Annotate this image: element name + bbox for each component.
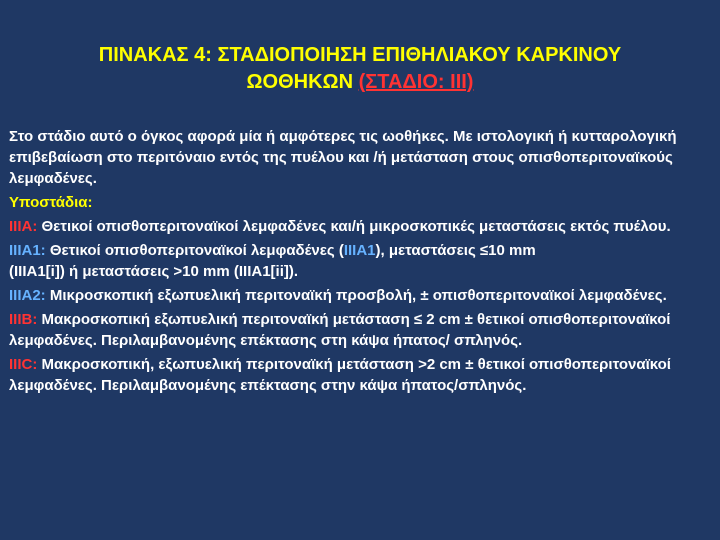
substage-IIIA1-text-5: ). xyxy=(288,263,299,280)
substage-IIIA-label: IIIA: xyxy=(9,218,38,235)
substage-IIIA1-ref-2: IIIA1[i] xyxy=(14,263,60,280)
title-line-2-prefix: ΩΟΘΗΚΩΝ xyxy=(246,71,359,93)
substage-IIIB xyxy=(9,309,711,351)
substage-IIIA1-ref-1: IIIA1 xyxy=(343,242,376,259)
slide-body xyxy=(9,126,711,396)
substage-IIIA-text: Θετικοί οπισθοπεριτοναϊκοί λεμφαδένες και/ή μικροσκοπικές μεταστάσεις εκτός πυέλου. xyxy=(37,218,671,235)
substage-IIIA1-text-4: ) ή μεταστάσεις >10 mm ( xyxy=(59,263,239,280)
substage-IIIC-text: Μακροσκοπική, εξωπυελική περιτοναϊκή μετάσταση >2 cm ± θετικοί οπισθοπεριτοναϊκοί λεμφαδένες. Περιλαμβανομένης επέκτασης στην κάψα ήπατος/σπληνός. xyxy=(9,356,671,394)
substage-IIIB-text: Μακροσκοπική εξωπυελική περιτοναϊκή μετάσταση ≤ 2 cm ± θετικοί οπισθοπεριτοναϊκοί λεμφαδένες. Περιλαμβανομένης επέκτασης στη κάψα ήπατος/ σπληνός. xyxy=(9,311,671,349)
substage-IIIA1-label: IIIA1: xyxy=(9,242,46,259)
title-line-2 xyxy=(10,69,710,96)
substage-IIIA1-text-3: ( xyxy=(9,263,14,280)
substage-IIIB-label: IIIB: xyxy=(9,311,38,328)
intro-paragraph: Στο στάδιο αυτό ο όγκος αφορά μία ή αμφότερες τις ωοθήκες. Με ιστολογική ή κυτταρολογική επιβεβαίωση στο περιτόναιο εντός της πυέλου και /ή μετάσταση στους οπισθοπεριτοναϊκούς λεμφαδένες. xyxy=(9,128,677,187)
slide-title xyxy=(10,42,710,96)
substage-IIIC-label: IIIC: xyxy=(9,356,38,373)
title-stage: (ΣΤΑΔΙΟ: ΙΙΙ) xyxy=(358,71,474,93)
substages-heading: Υποστάδια: xyxy=(9,194,93,211)
substage-IIIA1-text-1: Θετικοί οπισθοπεριτοναϊκοί λεμφαδένες ( xyxy=(45,242,344,259)
substage-IIIA1-ref-3: IIIA1[ii] xyxy=(238,263,289,280)
substage-IIIA2-text: Μικροσκοπική εξωπυελική περιτοναϊκή προσβολή, ± οπισθοπεριτοναϊκοί λεμφαδένες. xyxy=(45,287,667,304)
title-line-1: ΠΙΝΑΚΑΣ 4: ΣΤΑΔΙΟΠΟΙΗΣΗ ΕΠΙΘΗΛΙΑΚΟΥ ΚΑΡΚΙΝΟΥ xyxy=(98,44,622,66)
substage-IIIA1-text-2: ), μεταστάσεις ≤10 mm xyxy=(375,242,536,259)
substage-IIIA1 xyxy=(9,240,711,282)
substage-IIIA2-label: IIIA2: xyxy=(9,287,46,304)
substage-IIIA2 xyxy=(9,285,711,306)
substage-IIIC xyxy=(9,354,711,396)
substage-IIIA xyxy=(9,216,711,237)
